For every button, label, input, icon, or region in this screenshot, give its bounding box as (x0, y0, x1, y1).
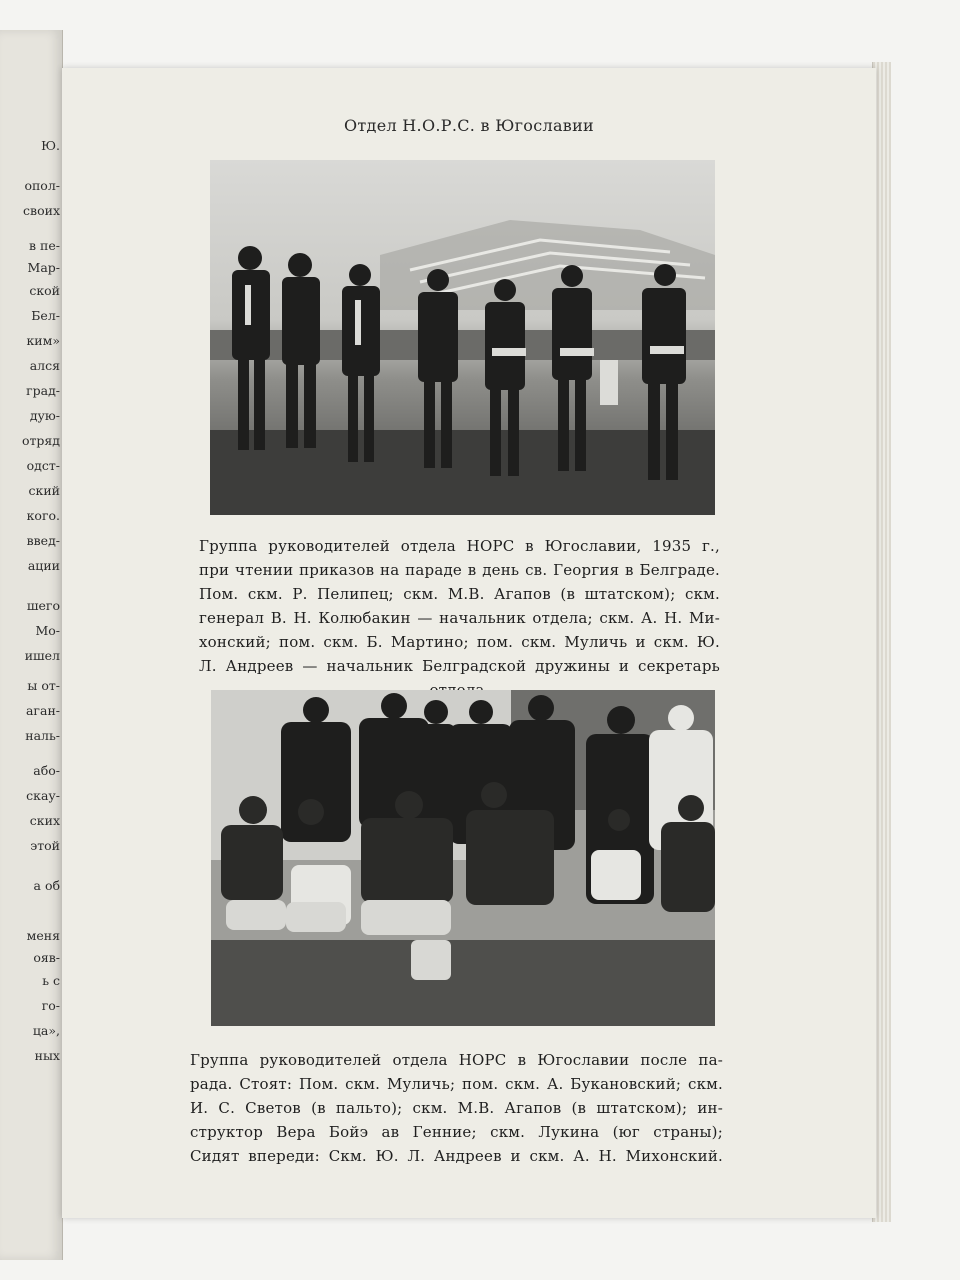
book-page (62, 68, 876, 1218)
facing-page (0, 30, 63, 1260)
facing-page-text-fragment: ской (29, 285, 60, 298)
caption-line: генерал В. Н. Колюбакин — начальник отдела; скм. А. Н. Ми- (199, 609, 720, 627)
caption-photo-1 (199, 534, 720, 702)
facing-page-text-fragment: град- (26, 385, 60, 398)
facing-page-text-fragment: ался (29, 360, 60, 373)
facing-page-text-fragment: шего (26, 600, 60, 613)
caption-line: при чтении приказов на параде в день св. Георгия в Белграде. (199, 561, 720, 579)
facing-page-text-fragment: ца», (32, 1025, 60, 1038)
caption-line: Л. Андреев — начальник Белградской дружины и секретарь (199, 657, 720, 675)
caption-line: И. С. Светов (в пальто); скм. М.В. Агапов (в штатском); ин- (190, 1099, 723, 1117)
facing-page-text-fragment: этой (30, 840, 60, 853)
facing-page-text-fragment: а об (33, 880, 60, 893)
facing-page-text-fragment: ишел (24, 650, 60, 663)
facing-page-text-fragment: дую- (29, 410, 60, 423)
facing-page-text-fragment: своих (23, 205, 60, 218)
facing-page-text-fragment: Ю. (41, 140, 60, 153)
facing-page-text-fragment: ы от- (27, 680, 60, 693)
caption-line: Сидят впереди: Скм. Ю. Л. Андреев и скм. А. Н. Михонский. (190, 1147, 723, 1165)
facing-page-text-fragment: меня (26, 930, 60, 943)
photo-after-parade-group (211, 690, 715, 1026)
facing-page-text-fragment: ации (27, 560, 60, 573)
facing-page-text-fragment: одст- (26, 460, 60, 473)
facing-page-text-fragment: ских (29, 815, 60, 828)
running-head: Отдел Н.О.Р.С. в Югославии (343, 116, 595, 135)
caption-line: хонский; пом. скм. Б. Мартино; пом. скм. Муличь и скм. Ю. (199, 633, 720, 651)
facing-page-text-fragment: введ- (26, 535, 60, 548)
facing-page-text-fragment: отряд (21, 435, 60, 448)
facing-page-text-fragment: наль- (25, 730, 60, 743)
caption-photo-2 (190, 1048, 723, 1168)
facing-page-text-fragment: Мо- (35, 625, 60, 638)
facing-page-text-fragment: ский (28, 485, 60, 498)
facing-page-text-fragment: ных (34, 1050, 60, 1063)
facing-page-text-fragment: кого. (26, 510, 60, 523)
facing-page-text-fragment: Бел- (31, 310, 60, 323)
facing-page-text-fragment: опол- (24, 180, 60, 193)
facing-page-text-fragment: ояв- (33, 952, 60, 965)
facing-page-text-fragment: скау- (26, 790, 60, 803)
caption-line: Группа руководителей отдела НОРС в Югославии, 1935 г., (199, 537, 720, 555)
facing-page-text-fragment: або- (33, 765, 60, 778)
facing-page-text-fragment: ь с (42, 975, 60, 988)
facing-page-text-fragment: го- (41, 1000, 60, 1013)
facing-page-text-fragment: ким» (26, 335, 60, 348)
facing-page-text-fragment: аган- (25, 705, 60, 718)
caption-line: рада. Стоят: Пом. скм. Муличь; пом. скм. А. Букановский; скм. (190, 1075, 723, 1093)
caption-line: Группа руководителей отдела НОРС в Югославии после па- (190, 1051, 723, 1069)
facing-page-text-fragment: в пе- (29, 240, 60, 253)
caption-line: структор Вера Бойэ ав Генние; скм. Лукина (юг страны); (190, 1123, 723, 1141)
caption-line: Пом. скм. Р. Пелипец; скм. М.В. Агапов (в штатском); скм. (199, 585, 720, 603)
facing-page-text-fragment: Мар- (27, 262, 60, 275)
photo-parade-group (210, 160, 715, 515)
